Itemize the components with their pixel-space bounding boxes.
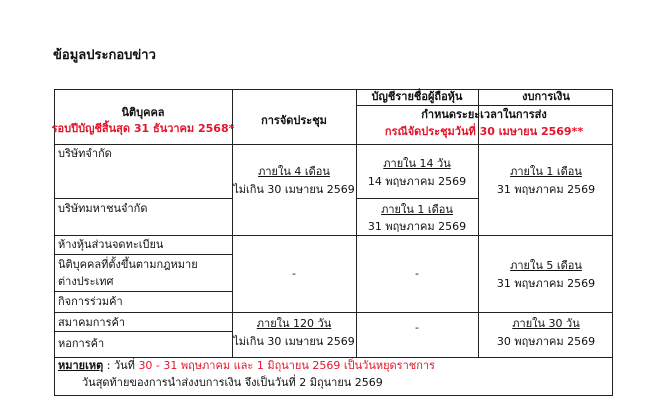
public-shareholder-deadline: ภายใน 1 เดือน: [381, 203, 453, 216]
company-meeting-date: ไม่เกิน 30 เมษายน 2569: [233, 183, 355, 196]
partnership-financial-date: 31 พฤษภาคม 2569: [496, 277, 596, 290]
note-prefix: : วันที่: [103, 359, 139, 372]
note-line-2: วันสุดท้ายของการนำส่งงบการเงิน จึงเป็นวันที่ 2 มิถุนายน 2569: [82, 376, 383, 389]
note-line-1: [58, 359, 435, 373]
assoc-meeting-deadline: ภายใน 120 วัน: [256, 317, 332, 330]
assoc-shareholder-dash: -: [415, 321, 419, 334]
header-entity-subtitle: รอบปีบัญชีสิ้นสุด 31 ธันวาคม 2568*: [51, 122, 235, 135]
company-financial-date: 31 พฤษภาคม 2569: [496, 183, 596, 196]
entity-foreign-juristic: นิติบุคคลที่ตั้งขึ้นตามกฎหมาย: [58, 258, 198, 271]
assoc-financial-date: 30 พฤษภาคม 2569: [496, 335, 596, 348]
company-shareholder-deadline: ภายใน 14 วัน: [383, 157, 451, 170]
company-financial-deadline: ภายใน 1 เดือน: [510, 165, 582, 178]
entity-trade-association: สมาคมการค้า: [58, 316, 126, 329]
partnership-shareholder-dash: -: [415, 267, 419, 280]
header-deadline: กำหนดระยะเวลาในการส่ง: [421, 108, 547, 121]
partnership-financial-deadline: ภายใน 5 เดือน: [510, 259, 582, 272]
note-label: หมายเหตุ: [58, 359, 104, 372]
company-shareholder-date: 14 พฤษภาคม 2569: [367, 175, 467, 188]
page-title: ข้อมูลประกอบข่าว: [53, 48, 156, 63]
header-deadline-subtitle: กรณีจัดประชุมวันที่ 30 เมษายน 2569**: [384, 125, 584, 138]
public-shareholder-date: 31 พฤษภาคม 2569: [367, 220, 467, 233]
header-shareholder-list: บัญชีรายชื่อผู้ถือหุ้น: [371, 90, 463, 103]
note-holiday-text: 30 - 31 พฤษภาคม และ 1 มิถุนายน 2569 เป็นวันหยุดราชการ: [138, 359, 435, 372]
entity-chamber-of-commerce: หอการค้า: [58, 337, 105, 350]
entity-public-company: บริษัทมหาชนจำกัด: [58, 202, 148, 215]
header-meeting: การจัดประชุม: [261, 114, 327, 127]
entity-partnership: ห้างหุ้นส่วนจดทะเบียน: [58, 238, 164, 251]
assoc-financial-deadline: ภายใน 30 วัน: [512, 317, 580, 330]
entity-joint-venture: กิจการร่วมค้า: [58, 295, 123, 308]
header-financial-statement: งบการเงิน: [522, 90, 570, 103]
entity-company: บริษัทจำกัด: [58, 147, 112, 160]
header-entity: นิติบุคคล: [121, 106, 165, 119]
partnership-meeting-dash: -: [292, 267, 296, 280]
assoc-meeting-date: ไม่เกิน 30 เมษายน 2569: [233, 335, 355, 348]
company-meeting-deadline: ภายใน 4 เดือน: [258, 165, 330, 178]
entity-foreign-juristic-line2: ต่างประเทศ: [58, 275, 114, 288]
